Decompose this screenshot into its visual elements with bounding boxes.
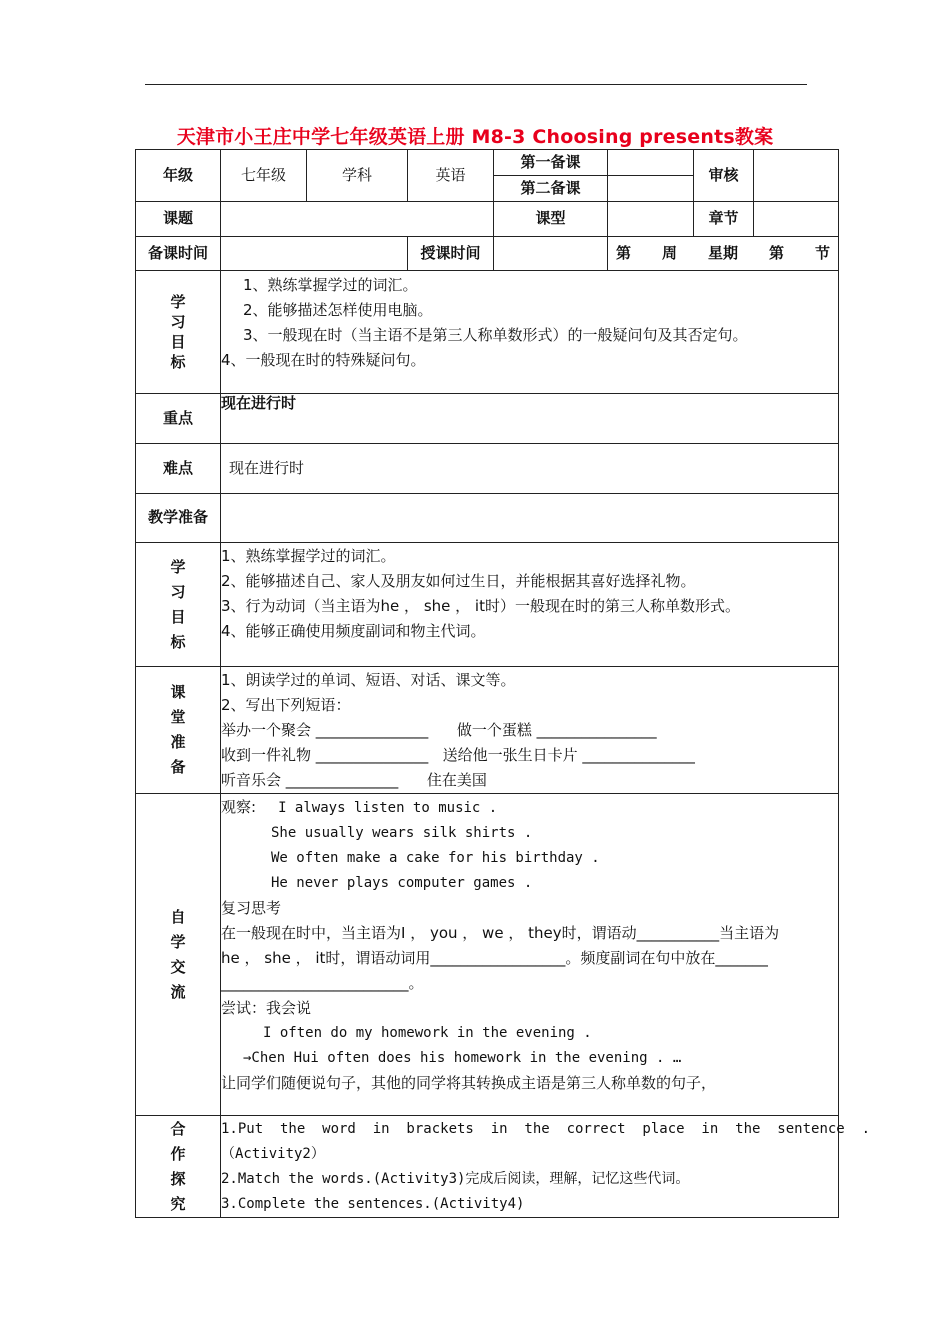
self-study-label [136,794,221,1116]
cooperation-item: 1.Put the word in brackets in the correct place in the sentence . [221,1121,871,1137]
chapter-label: 章节 [694,202,754,237]
goals1-label-text: 学习目标 [170,293,186,371]
goal-item: 4、一般现在时的特殊疑问句。 [221,351,426,369]
goal-item: 2、能够描述自己、家人及朋友如何过生日，并能根据其喜好选择礼物。 [221,572,696,590]
week-part: 星期 [707,243,738,262]
class-prep-label [136,667,221,794]
review-value[interactable] [754,150,839,202]
observe-sentence: We often make a cake for his birthday . [271,850,600,866]
try-sentence: →Chen Hui often does his homework in the evening . … [243,1050,682,1066]
observe-line [221,795,838,821]
lesson-type-value[interactable] [608,202,694,237]
lesson-plan-table [135,149,871,1218]
second-prep-value[interactable] [608,176,694,202]
cooperation-content [221,1116,871,1218]
goals2-content [221,543,839,667]
observe-sentence: He never plays computer games . [271,875,533,891]
prep-time-value[interactable] [221,237,408,271]
goals1-content [221,271,839,394]
header-rule [145,84,807,85]
teach-time-label: 授课时间 [408,237,494,271]
cooperation-label-text: 合作探究 [170,1119,186,1213]
difficulty-label: 难点 [136,444,221,494]
topic-label: 课题 [136,202,221,237]
review-line: _________________________。 [221,974,424,992]
class-prep-label-text: 课堂准备 [170,683,186,776]
cooperation-label [136,1116,221,1218]
observe-sentence: I always listen to music . [278,800,498,816]
cooperation-item: 2.Match the words.(Activity3)完成后阅读，理解，记忆这些代词。 [221,1171,690,1187]
goals2-label [136,543,221,667]
prep-time-label: 备课时间 [136,237,221,271]
goal-item: 1、熟练掌握学过的词汇。 [221,547,396,565]
try-label: 尝试：我会说 [221,999,312,1017]
chapter-value[interactable] [754,202,839,237]
observe-label: 观察: [221,798,257,816]
observe-sentence: She usually wears silk shirts . [271,825,533,841]
class-prep-line: 听音乐会 _______________ 住在美国 [221,771,487,789]
class-prep-line: 2、写出下列短语： [221,696,351,714]
page-title: 天津市小王庄中学七年级英语上册 M8-3 Choosing presents教案 [176,126,774,148]
cooperation-item: （Activity2） [221,1146,325,1162]
teach-time-value[interactable] [494,237,608,271]
class-prep-line: 1、朗读学过的单词、短语、对话、课文等。 [221,671,516,689]
first-prep-value[interactable] [608,150,694,176]
instruction-line: 让同学们随便说句子，其他的同学将其转换成主语是第三人称单数的句子， [221,1074,717,1092]
week-part: 第 [768,243,784,262]
grade-label: 年级 [136,150,221,202]
self-study-content [221,794,839,1116]
goal-item: 4、能够正确使用频度副词和物主代词。 [221,622,486,640]
week-part: 第 [616,243,632,262]
goal-item: 3、一般现在时（当主语不是第三人称单数形式）的一般疑问句及其否定句。 [243,326,748,344]
try-sentence: I often do my homework in the evening . [263,1025,592,1041]
subject-label: 学科 [307,150,408,202]
week-part: 节 [814,243,830,262]
teaching-prep-label: 教学准备 [136,494,221,543]
goal-item: 2、能够描述怎样使用电脑。 [243,301,433,319]
week-part: 周 [661,243,677,262]
first-prep-label: 第一备课 [494,150,608,176]
difficulty-value: 现在进行时 [221,444,839,494]
topic-value[interactable] [221,202,494,237]
review-label: 审核 [694,150,754,202]
cooperation-item: 3.Complete the sentences.(Activity4) [221,1196,525,1212]
goals1-label [136,271,221,394]
goal-item: 1、熟练掌握学过的词汇。 [243,276,418,294]
goals2-label-text: 学习目标 [170,557,186,651]
subject-value: 英语 [408,150,494,202]
key-point-value: 现在进行时 [221,394,839,444]
review-line: he ， she ， it时，谓语动词用__________________。频度副词在句中放在_______ [221,949,768,967]
class-prep-content [221,667,839,794]
review-label: 复习思考 [221,899,282,917]
week-schedule [608,237,839,271]
key-point-label: 重点 [136,394,221,444]
grade-value: 七年级 [221,150,307,202]
lesson-type-label: 课型 [494,202,608,237]
second-prep-label: 第二备课 [494,176,608,202]
review-line: 在一般现在时中，当主语为I ， you ， we ， they时，谓语动___________当主语为 [221,924,780,942]
teaching-prep-value[interactable] [221,494,839,543]
class-prep-line: 收到一件礼物 _______________ 送给他一张生日卡片 _______________ [221,746,695,764]
self-study-label-text: 自学交流 [170,907,186,1001]
goal-item: 3、行为动词（当主语为he ， she ， it时）一般现在时的第三人称单数形式。 [221,597,740,615]
class-prep-line: 举办一个聚会 _______________ 做一个蛋糕 ________________ [221,721,657,739]
